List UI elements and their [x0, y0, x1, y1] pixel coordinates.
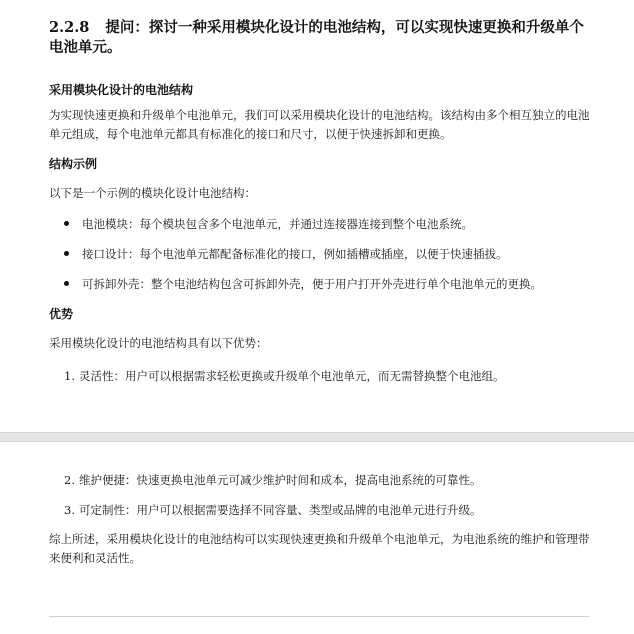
paragraph-advantages-intro: 采用模块化设计的电池结构具有以下优势：: [49, 336, 268, 350]
paragraph-intro: 为实现快速更换和升级单个电池单元，我们可以采用模块化设计的电池结构。该结构由多个相互独立的电池单元组成，每个电池单元都具有标准化的接口和尺寸，以便于快速拆卸和更换。: [49, 108, 590, 141]
footer-divider: [49, 616, 589, 617]
list-item-text: 电池模块：每个模块包含多个电池单元，并通过连接器连接到整个电池系统。: [82, 217, 473, 231]
item-number: 2.: [64, 473, 75, 487]
subheading-advantages: 优势: [49, 307, 74, 321]
paragraph-conclusion: 综上所述，采用模块化设计的电池结构可以实现快速更换和升级单个电池单元，为电池系统的维护和管理带来便利和灵活性。: [49, 532, 590, 565]
bullet-dot: [64, 221, 69, 226]
document-page-lower: [0, 442, 634, 634]
item-text: 灵活性：用户可以根据需求轻松更换或升级单个电池单元，而无需替换整个电池组。: [79, 369, 505, 383]
item-number: 3.: [64, 503, 75, 517]
bullet-dot: [64, 251, 69, 256]
section-heading: [49, 18, 594, 58]
bullet-dot: [64, 281, 69, 286]
item-text: 维护便捷：快速更换电池单元可减少维护时间和成本，提高电池系统的可靠性。: [79, 473, 482, 487]
section-heading-text: 提问：探讨一种采用模块化设计的电池结构，可以实现快速更换和升级单个电池单元。: [49, 19, 584, 56]
section-number: 2.2.8: [49, 19, 90, 36]
list-item-text: 可拆卸外壳：整个电池结构包含可拆卸外壳，便于用户打开外壳进行单个电池单元的更换。: [82, 277, 542, 291]
list-item-text: 接口设计：每个电池单元都配备标准化的接口，例如插槽或插座，以便于快速插拔。: [82, 247, 508, 261]
subheading-modular-structure: 采用模块化设计的电池结构: [49, 83, 194, 97]
paragraph-example-intro: 以下是一个示例的模块化设计电池结构：: [49, 186, 256, 200]
item-text: 可定制性：用户可以根据需要选择不同容量、类型或品牌的电池单元进行升级。: [79, 503, 482, 517]
item-number: 1.: [64, 369, 75, 383]
subheading-structure-example: 结构示例: [49, 157, 98, 171]
page-break: [0, 432, 634, 442]
